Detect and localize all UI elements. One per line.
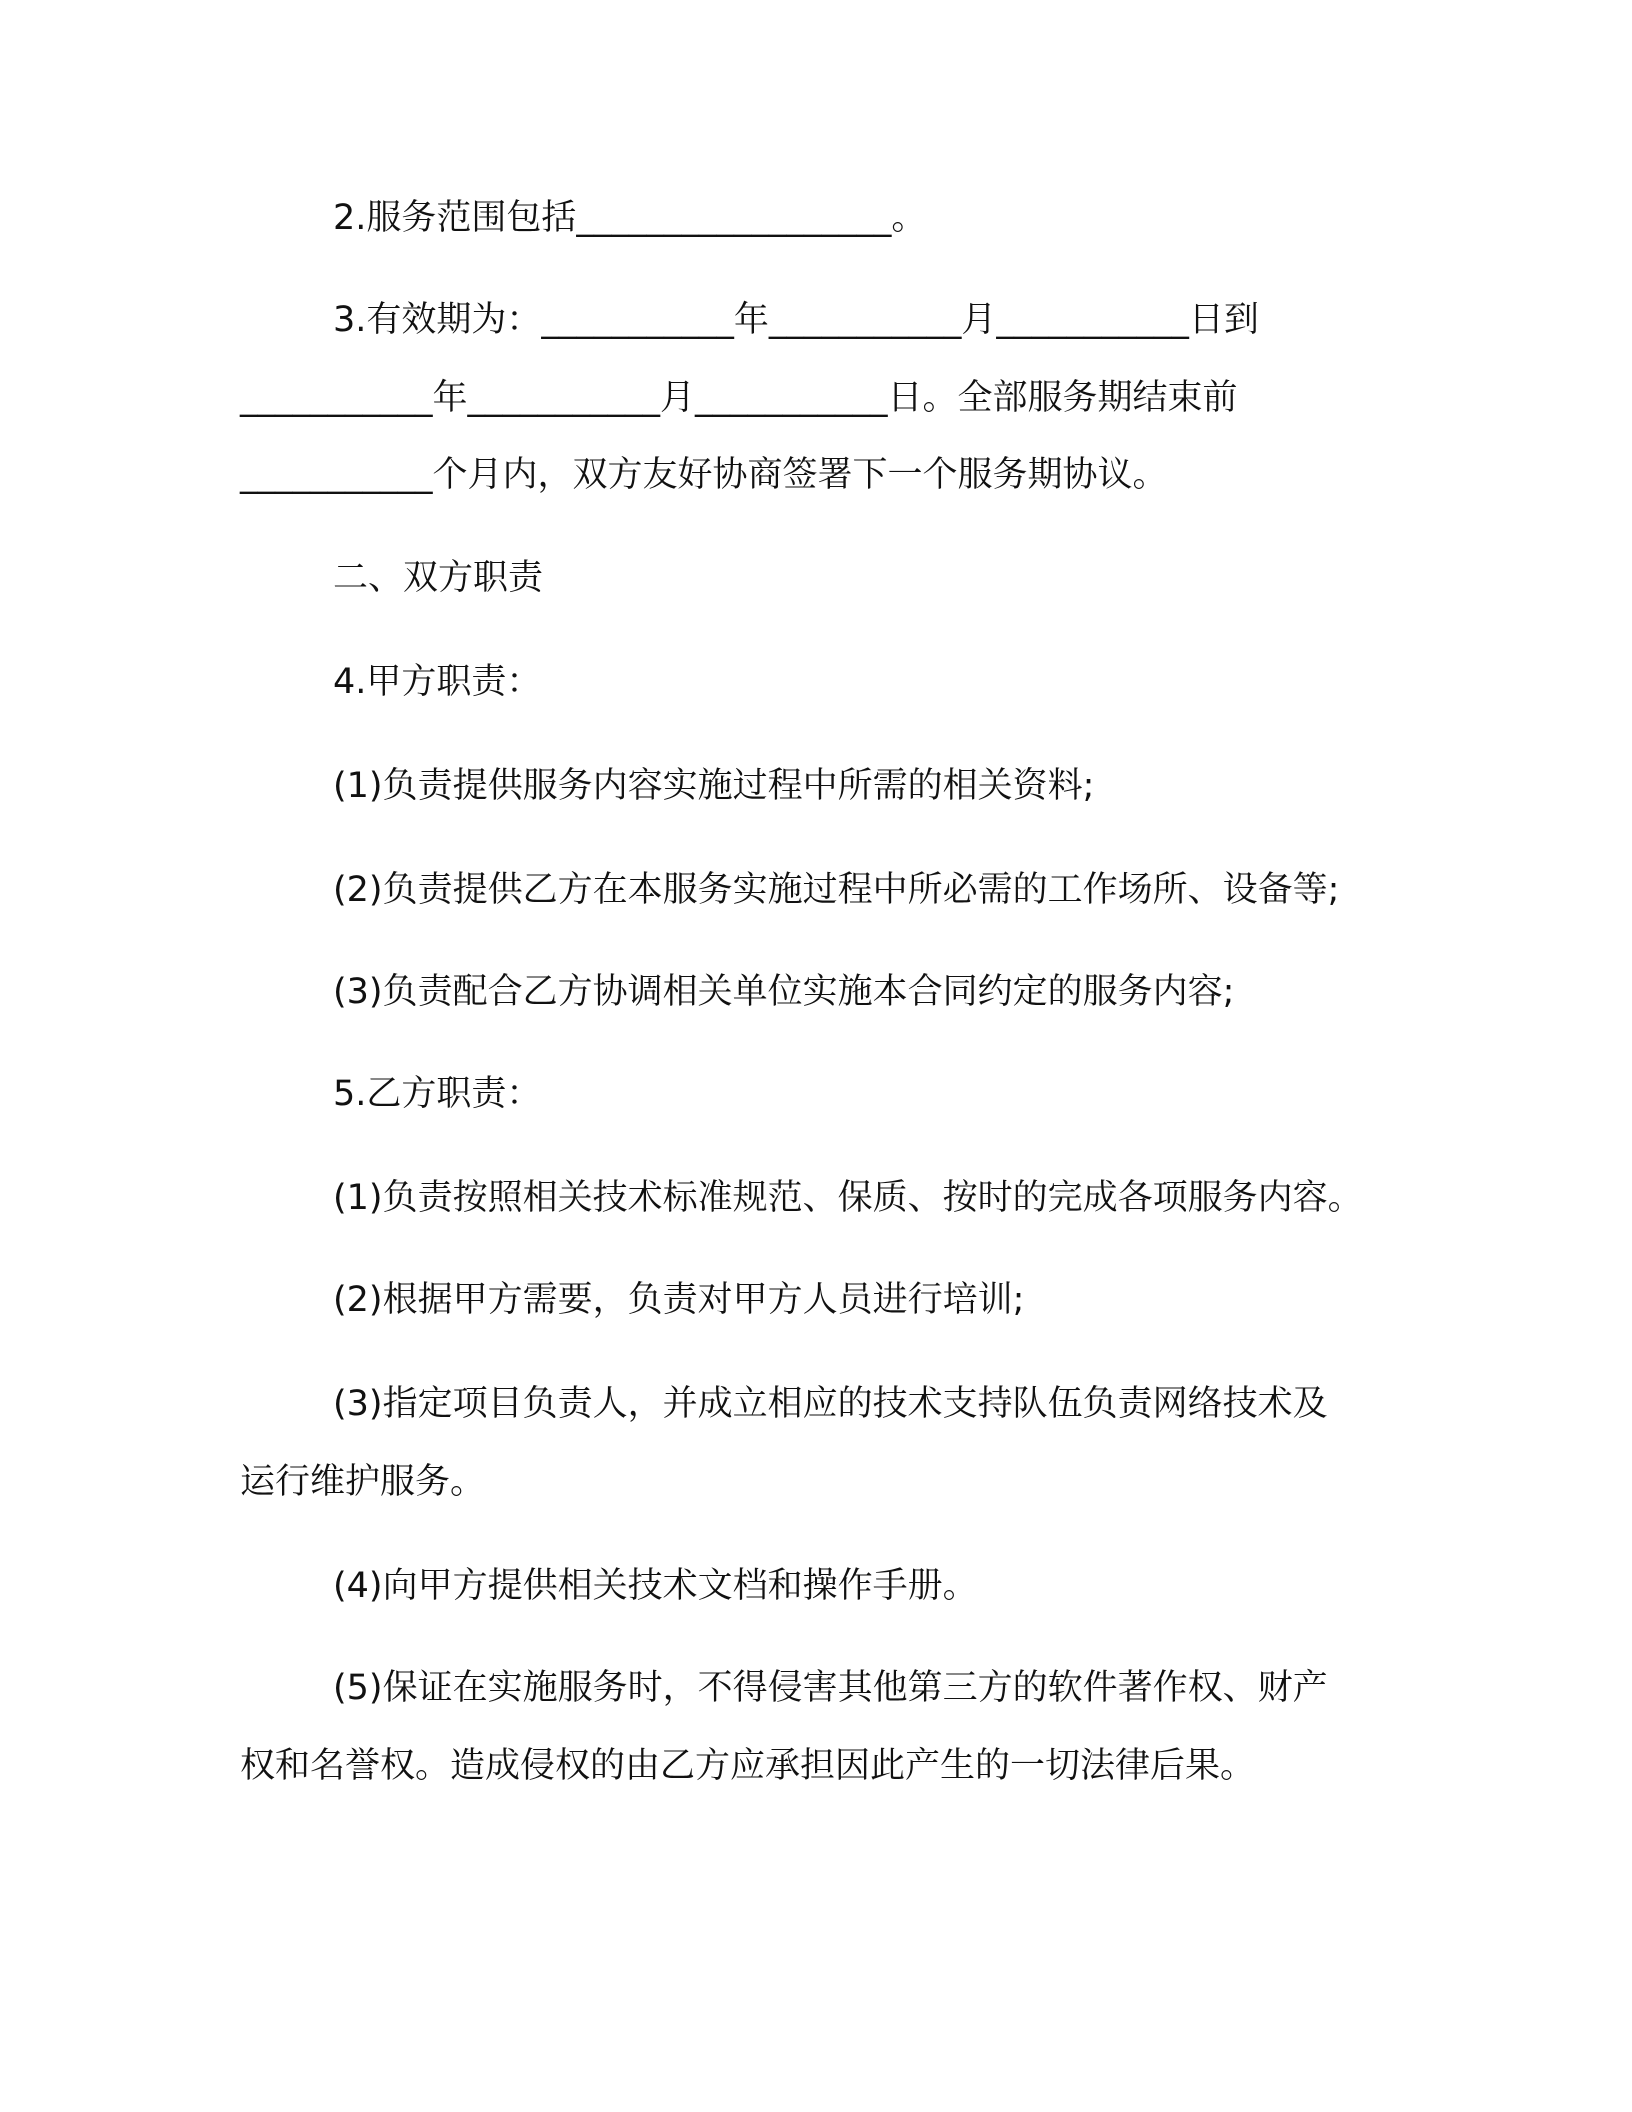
party-a-item-3: (3)负责配合乙方协调相关单位实施本合同约定的服务内容;: [333, 972, 1235, 1012]
party-b-item-3-cont: 运行维护服务。: [240, 1462, 486, 1502]
party-b-item-5: (5)保证在实施服务时，不得侵害其他第三方的软件著作权、财产: [333, 1668, 1328, 1708]
party-b-item-1: (1)负责按照相关技术标准规范、保质、按时的完成各项服务内容。: [333, 1178, 1363, 1218]
party-a-item-2: (2)负责提供乙方在本服务实施过程中所必需的工作场所、设备等;: [333, 870, 1340, 910]
clause-3-renewal: ___________个月内，双方友好协商签署下一个服务期协议。: [240, 455, 1168, 495]
party-b-item-4: (4)向甲方提供相关技术文档和操作手册。: [333, 1566, 978, 1606]
clause-4-party-a-heading: 4.甲方职责：: [333, 662, 542, 702]
clause-5-party-b-heading: 5.乙方职责：: [333, 1074, 542, 1114]
party-b-item-2: (2)根据甲方需要，负责对甲方人员进行培训;: [333, 1280, 1025, 1320]
clause-3-validity-period: 3.有效期为：___________年___________月___________日到: [333, 300, 1259, 340]
party-a-item-1: (1)负责提供服务内容实施过程中所需的相关资料;: [333, 766, 1095, 806]
clause-3-validity-period-cont: ___________年___________月___________日。全部服务期结束前: [240, 378, 1238, 418]
section-heading-responsibilities: 二、双方职责: [333, 558, 544, 598]
party-b-item-3: (3)指定项目负责人，并成立相应的技术支持队伍负责网络技术及: [333, 1384, 1328, 1424]
party-b-item-5-cont: 权和名誉权。造成侵权的由乙方应承担因此产生的一切法律后果。: [240, 1746, 1256, 1786]
clause-2-service-scope: 2.服务范围包括__________________。: [333, 198, 927, 238]
